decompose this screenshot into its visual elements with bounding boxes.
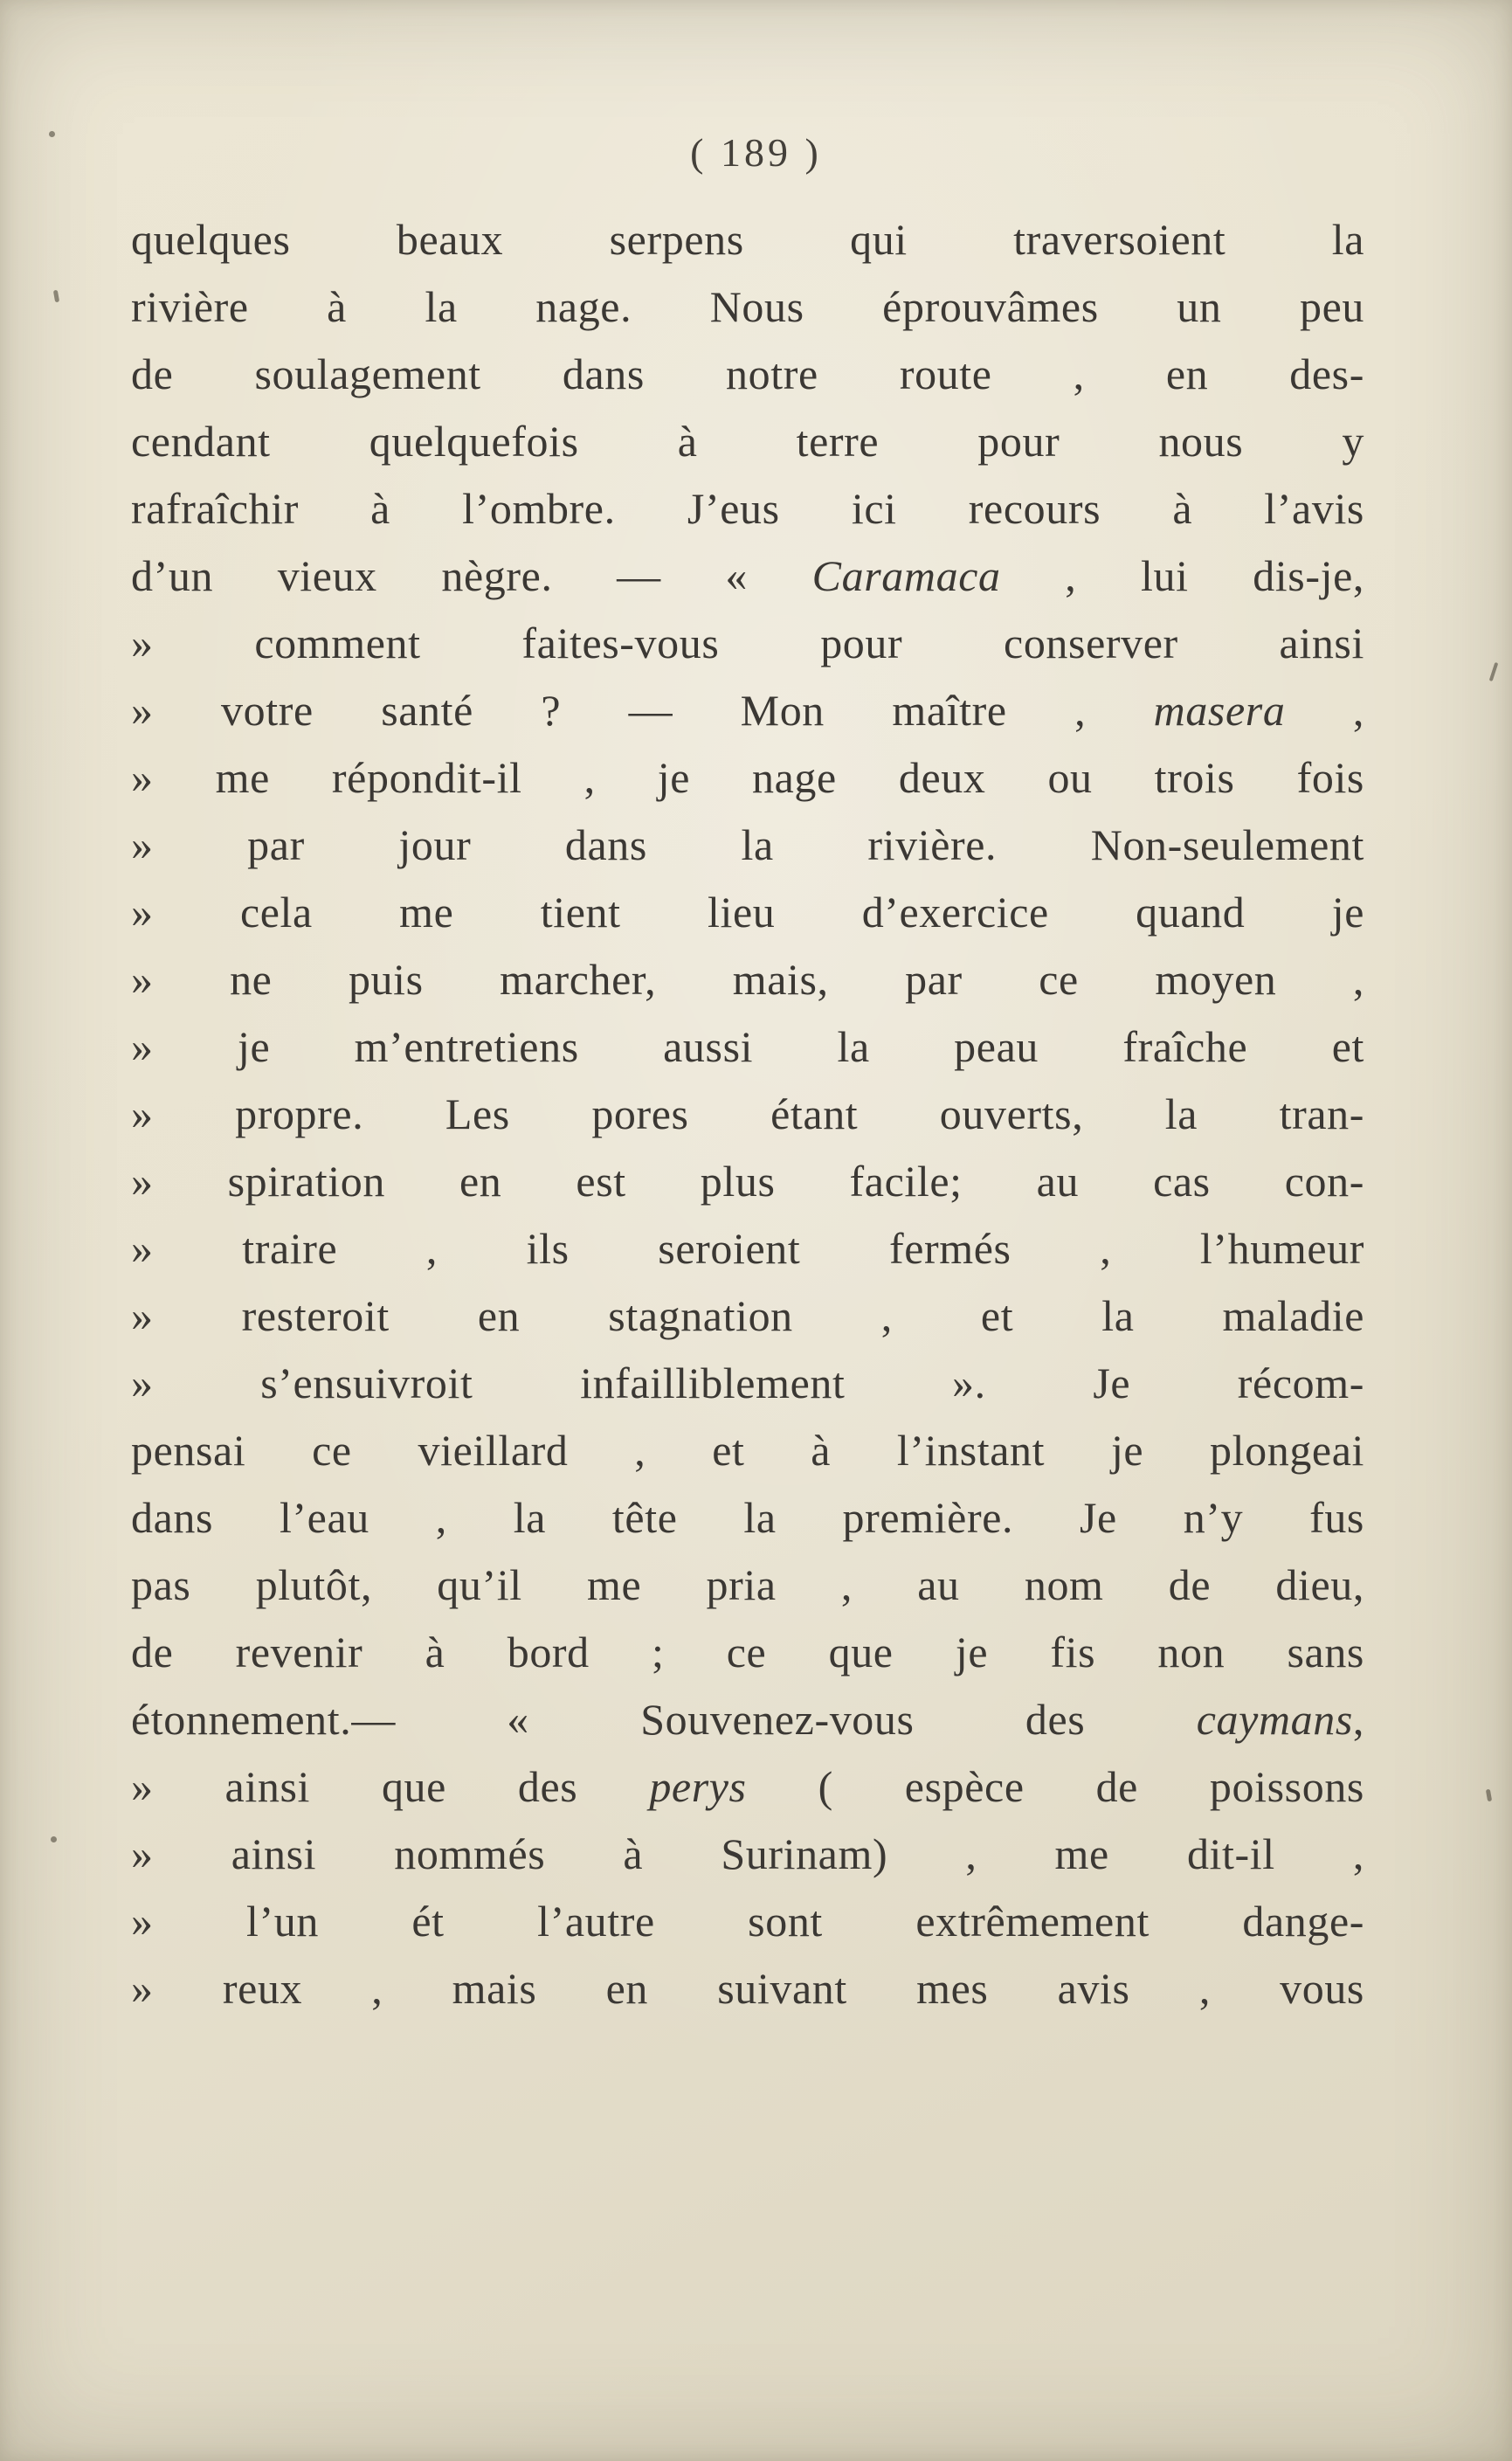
text-line — [131, 341, 1364, 408]
text-line — [131, 744, 1364, 812]
text-line — [131, 610, 1364, 677]
text-segment: d’un vieux nègre. — « — [131, 551, 812, 600]
text-segment: rafraîchir à l’ombre. J’eus ici recours à l’avis — [131, 484, 1364, 533]
paper-speck — [53, 290, 59, 303]
text-line — [131, 1081, 1364, 1148]
italic-phrase: masera — [1153, 686, 1286, 735]
text-line — [131, 1753, 1364, 1821]
text-line — [131, 677, 1364, 744]
text-segment: » propre. Les pores étant ouverts, la tran- — [131, 1089, 1364, 1138]
text-line — [131, 1821, 1364, 1888]
italic-phrase: perys — [649, 1762, 747, 1811]
text-segment: cendant quelquefois à terre pour nous y — [131, 417, 1364, 466]
text-segment: » ainsi que des — [131, 1762, 650, 1811]
text-segment: rivière à la nage. Nous éprouvâmes un peu — [131, 282, 1364, 331]
paper-speck — [1486, 1789, 1492, 1802]
text-line — [131, 543, 1364, 610]
text-segment: » me répondit-il , je nage deux ou trois fois — [131, 753, 1364, 802]
text-segment: dans l’eau , la tête la première. Je n’y fus — [131, 1493, 1364, 1542]
text-line — [131, 1484, 1364, 1552]
text-segment: , — [1285, 686, 1364, 735]
text-line — [131, 1350, 1364, 1417]
text-segment: » reux , mais en suivant mes avis , vous — [131, 1964, 1364, 2013]
text-line — [131, 1888, 1364, 1955]
text-line — [131, 1955, 1364, 2022]
page-number: ( 189 ) — [690, 130, 822, 175]
text-segment: » votre santé ? — Mon maître , — [131, 686, 1154, 735]
italic-phrase: caymans — [1196, 1695, 1353, 1744]
text-line — [131, 206, 1364, 273]
text-segment: ( espèce de poissons — [746, 1762, 1364, 1811]
text-line — [131, 1417, 1364, 1484]
text-line — [131, 1686, 1364, 1753]
text-segment: » s’ensuivroit infailliblement ». Je récom- — [131, 1358, 1364, 1407]
page-body — [131, 206, 1364, 2022]
text-line — [131, 1215, 1364, 1282]
text-segment: pas plutôt, qu’il me pria , au nom de dieu, — [131, 1560, 1364, 1609]
text-segment: de soulagement dans notre route , en des- — [131, 349, 1364, 398]
paper-speck — [1489, 662, 1499, 681]
text-line — [131, 1282, 1364, 1350]
text-segment: » par jour dans la rivière. Non-seulement — [131, 820, 1364, 869]
text-line — [131, 812, 1364, 879]
text-line — [131, 1148, 1364, 1215]
text-segment: , — [1352, 1695, 1364, 1744]
text-segment: , lui dis-je, — [1000, 551, 1364, 600]
text-line — [131, 408, 1364, 475]
text-line — [131, 475, 1364, 543]
text-segment: » je m’entretiens aussi la peau fraîche et — [131, 1022, 1364, 1071]
text-line — [131, 1013, 1364, 1081]
text-line — [131, 1552, 1364, 1619]
text-line — [131, 273, 1364, 341]
text-segment: » ainsi nommés à Surinam) , me dit-il , — [131, 1829, 1364, 1878]
text-line — [131, 946, 1364, 1013]
text-segment: » cela me tient lieu d’exercice quand je — [131, 888, 1364, 937]
paper-speck — [51, 1836, 57, 1842]
paper-speck — [49, 131, 55, 137]
text-segment: » resteroit en stagnation , et la maladie — [131, 1291, 1364, 1340]
text-segment: » ne puis marcher, mais, par ce moyen , — [131, 955, 1364, 1004]
text-segment: » spiration en est plus facile; au cas con- — [131, 1157, 1364, 1206]
text-segment: » traire , ils seroient fermés , l’humeur — [131, 1224, 1364, 1273]
text-segment: quelques beaux serpens qui traversoient la — [131, 215, 1364, 264]
text-segment: » comment faites-vous pour conserver ainsi — [131, 619, 1364, 667]
text-line — [131, 1619, 1364, 1686]
text-segment: pensai ce vieillard , et à l’instant je plongeai — [131, 1426, 1364, 1475]
text-segment: de revenir à bord ; ce que je fis non sans — [131, 1628, 1364, 1676]
text-segment: » l’un ét l’autre sont extrêmement dange- — [131, 1897, 1364, 1946]
text-segment: étonnement.— « Souvenez-vous des — [131, 1695, 1197, 1744]
text-line — [131, 879, 1364, 946]
italic-phrase: Caramaca — [811, 551, 1001, 600]
